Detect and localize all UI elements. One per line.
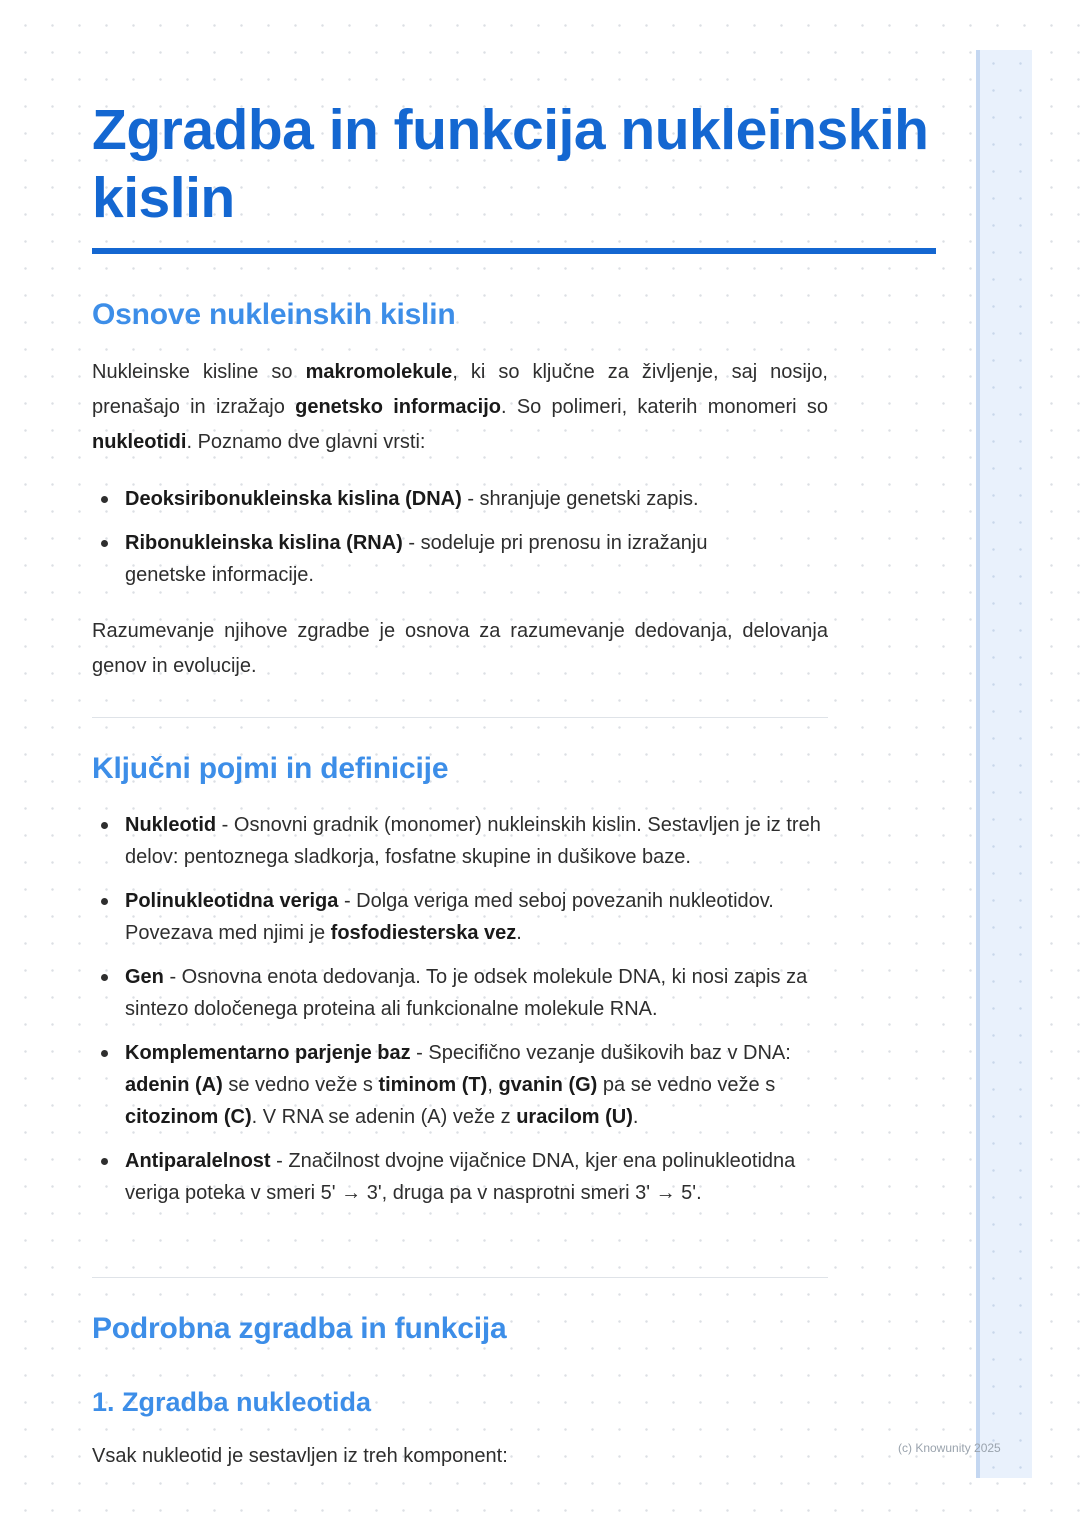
list-item: Antiparalelnost - Značilnost dvojne vijačnice DNA, kjer ena polinukleotidna veriga poteka v smeri 5' → 3', druga pa v nasprotni smeri 3' → 5'. bbox=[92, 1145, 828, 1209]
section-heading-detailed-structure: Podrobna zgradba in funkcija bbox=[92, 1312, 507, 1345]
list-item: Deoksiribonukleinska kislina (DNA) - shranjuje genetski zapis. bbox=[92, 483, 828, 515]
section-divider bbox=[92, 1277, 828, 1278]
section-heading-key-terms: Ključni pojmi in definicije bbox=[92, 752, 449, 785]
outro-paragraph: Razumevanje njihove zgradbe je osnova za razumevanje dedovanja, delovanja genov in evolucije. bbox=[92, 620, 828, 677]
key-terms-list bbox=[92, 809, 828, 1209]
nucleotide-components-text: Vsak nukleotid je sestavljen iz treh komponent: bbox=[92, 1445, 508, 1467]
nucleic-acid-types-list bbox=[92, 483, 828, 591]
page-title: Zgradba in funkcija nukleinskih kislin bbox=[92, 98, 929, 230]
copyright-label: (c) Knowunity 2025 bbox=[898, 1441, 1001, 1455]
subsection-heading-nucleotide: 1. Zgradba nukleotida bbox=[92, 1387, 372, 1417]
list-item: Polinukleotidna veriga - Dolga veriga med seboj povezanih nukleotidov. Povezava med njimi je fosfodiesterska vez. bbox=[92, 885, 828, 949]
list-item: Komplementarno parjenje baz - Specifično vezanje dušikovih baz v DNA: adenin (A) se vedno veže s timinom (T), gvanin (G) pa se vedno veže s citozinom (C). V RNA se adenin (A) veže z uracilom (U). bbox=[92, 1037, 815, 1133]
list-item: Nukleotid - Osnovni gradnik (monomer) nukleinskih kislin. Sestavljen je iz treh delov: pentoznega sladkorja, fosfatne skupine in dušikove baze. bbox=[92, 809, 828, 873]
section-divider bbox=[92, 717, 828, 718]
intro-paragraph: Nukleinske kisline so makromolekule, ki so ključne za življenje, saj nosijo, prenašajo in izražajo genetsko informacijo. So polimeri, katerih monomeri so nukleotidi. Poznamo dve glavni vrsti: bbox=[92, 361, 828, 453]
list-item: Ribonukleinska kislina (RNA) - sodeluje pri prenosu in izražanju genetske informacije. bbox=[92, 527, 745, 591]
title-underline bbox=[92, 248, 936, 254]
page-margin-sidebar bbox=[976, 50, 1032, 1478]
section-heading-basics: Osnove nukleinskih kislin bbox=[92, 298, 456, 331]
list-item: Gen - Osnovna enota dedovanja. To je odsek molekule DNA, ki nosi zapis za sintezo določenega proteina ali funkcionalne molekule RNA. bbox=[92, 961, 828, 1025]
